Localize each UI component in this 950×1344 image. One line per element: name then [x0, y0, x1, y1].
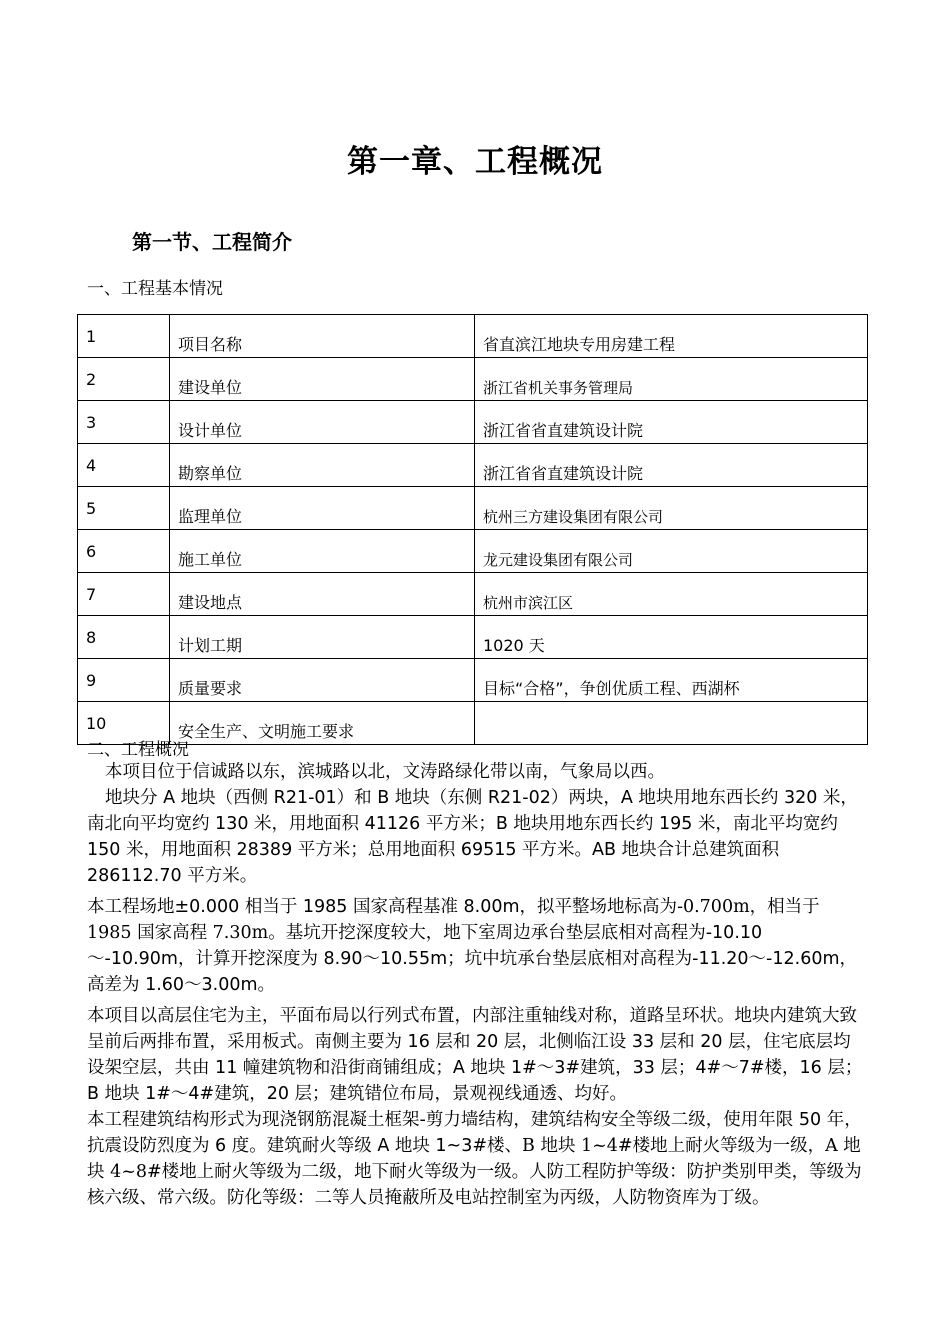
text-run: A 地块 4~8#	[87, 1136, 861, 1182]
text-run: B 地块 1~4#	[522, 1136, 633, 1156]
text-run: ，相当于	[749, 897, 820, 917]
row-value: 浙江省省直建筑设计院	[475, 444, 868, 487]
row-value: 杭州市滨江区	[475, 573, 868, 616]
row-value: 龙元建设集团有限公司	[475, 530, 868, 573]
text-run: -0.700m	[677, 897, 750, 917]
row-number: 4	[78, 444, 170, 487]
row-label: 施工单位	[170, 530, 475, 573]
row-value	[475, 702, 868, 745]
table-row	[78, 401, 868, 444]
text-run: 。基坑开挖深度较大，地下室周边承台垫层底相对高程为-10.10～-10.90m，计算开挖深度为 8.90～10.55m；坑中坑承台垫层底相对高程为-11.20～-12.60m，高差为 1.60～3.00m。	[87, 923, 858, 995]
row-label: 计划工期	[170, 616, 475, 659]
sub-heading-basic-info: 一、工程基本情况	[87, 279, 223, 299]
paragraph-elevation	[87, 894, 867, 998]
text-run: 本工程建筑结构形式为现浇钢筋混凝土框架-剪力墙结构，建筑结构安全等级二级，使用年限 50 年，抗震设防烈度为 6 度。建筑耐火等级 A 地块 1~3#楼、	[87, 1110, 862, 1156]
table-row	[78, 530, 868, 573]
paragraph-location: 本项目位于信诚路以东，滨城路以北，文涛路绿化带以南，气象局以西。	[105, 762, 665, 782]
paragraph-layout: 本项目以高层住宅为主，平面布局以行列式布置，内部注重轴线对称，道路呈环状。地块内建筑大致呈前后两排布置，采用板式。南侧主要为 16 层和 20 层，北侧临江设 33 层和 20 层，住宅底层均设架空层，共由 11 幢建筑物和沿街商铺组成；A 地块 1#～3#建筑，33 层；4#～7#楼，16 层；B 地块 1#～4#建筑，20 层；建筑错位布局，景观视线通透、均好。	[87, 1006, 863, 1104]
table-row	[78, 659, 868, 702]
paragraph-plots: 地块分 A 地块（西侧 R21-01）和 B 地块（东侧 R21-02）两块，A 地块用地东西长约 320 米，南北向平均宽约 130 米，用地面积 41126 平方米；B 地块用地东西长约 195 米，南北平均宽约 150 米，用地面积 28389 平方米；总用地面积 69515 平方米。AB 地块合计总建筑面积 286112.70 平方米。	[87, 788, 858, 886]
overview-body	[87, 759, 867, 1211]
row-value: 省直滨江地块专用房建工程	[475, 315, 868, 358]
sub-heading-overview: 二、工程概况	[87, 740, 189, 760]
row-number: 1	[78, 315, 170, 358]
table-row	[78, 444, 868, 487]
row-number: 6	[78, 530, 170, 573]
table-row	[78, 573, 868, 616]
row-label: 项目名称	[170, 315, 475, 358]
table-row	[78, 487, 868, 530]
text-run: 本工程场地±0.000 相当于 1985 国家高程基准 8.00m，拟平整场地标高为	[87, 897, 678, 917]
text-run: 楼地上耐火等级为二级，地下耐火等级为一级。人防工程防护等级：防护类别甲类，等级为核六级、常六级。防化等级：二等人员掩蔽所及电站控制室为丙级，人防物资库为丁级。	[87, 1162, 862, 1208]
text-run: 1985	[87, 923, 138, 943]
table-row	[78, 616, 868, 659]
row-value: 浙江省省直建筑设计院	[475, 401, 868, 444]
row-label: 质量要求	[170, 659, 475, 702]
row-number: 9	[78, 659, 170, 702]
table-row	[78, 315, 868, 358]
row-label: 安全生产、文明施工要求	[170, 702, 475, 745]
chapter-title: 第一章、工程概况	[347, 144, 603, 180]
section-title: 第一节、工程简介	[132, 230, 292, 254]
row-label: 监理单位	[170, 487, 475, 530]
text-run: 国家高程	[137, 923, 208, 943]
row-number: 8	[78, 616, 170, 659]
table-row	[78, 702, 868, 745]
row-value: 杭州三方建设集团有限公司	[475, 487, 868, 530]
row-number: 3	[78, 401, 170, 444]
row-number: 10	[78, 702, 170, 745]
text-run: 7.30m	[207, 923, 269, 943]
paragraph-structure	[87, 1107, 867, 1211]
row-value: 浙江省机关事务管理局	[475, 358, 868, 401]
row-label: 设计单位	[170, 401, 475, 444]
table-row	[78, 358, 868, 401]
text-run: 楼地上耐火等级为一级，	[632, 1136, 826, 1156]
row-number: 5	[78, 487, 170, 530]
project-info-table	[77, 314, 868, 745]
row-value: 1020 天	[475, 616, 868, 659]
row-value: 目标“合格”，争创优质工程、西湖杯	[475, 659, 868, 702]
row-label: 建设地点	[170, 573, 475, 616]
row-number: 7	[78, 573, 170, 616]
row-label: 勘察单位	[170, 444, 475, 487]
row-number: 2	[78, 358, 170, 401]
row-label: 建设单位	[170, 358, 475, 401]
